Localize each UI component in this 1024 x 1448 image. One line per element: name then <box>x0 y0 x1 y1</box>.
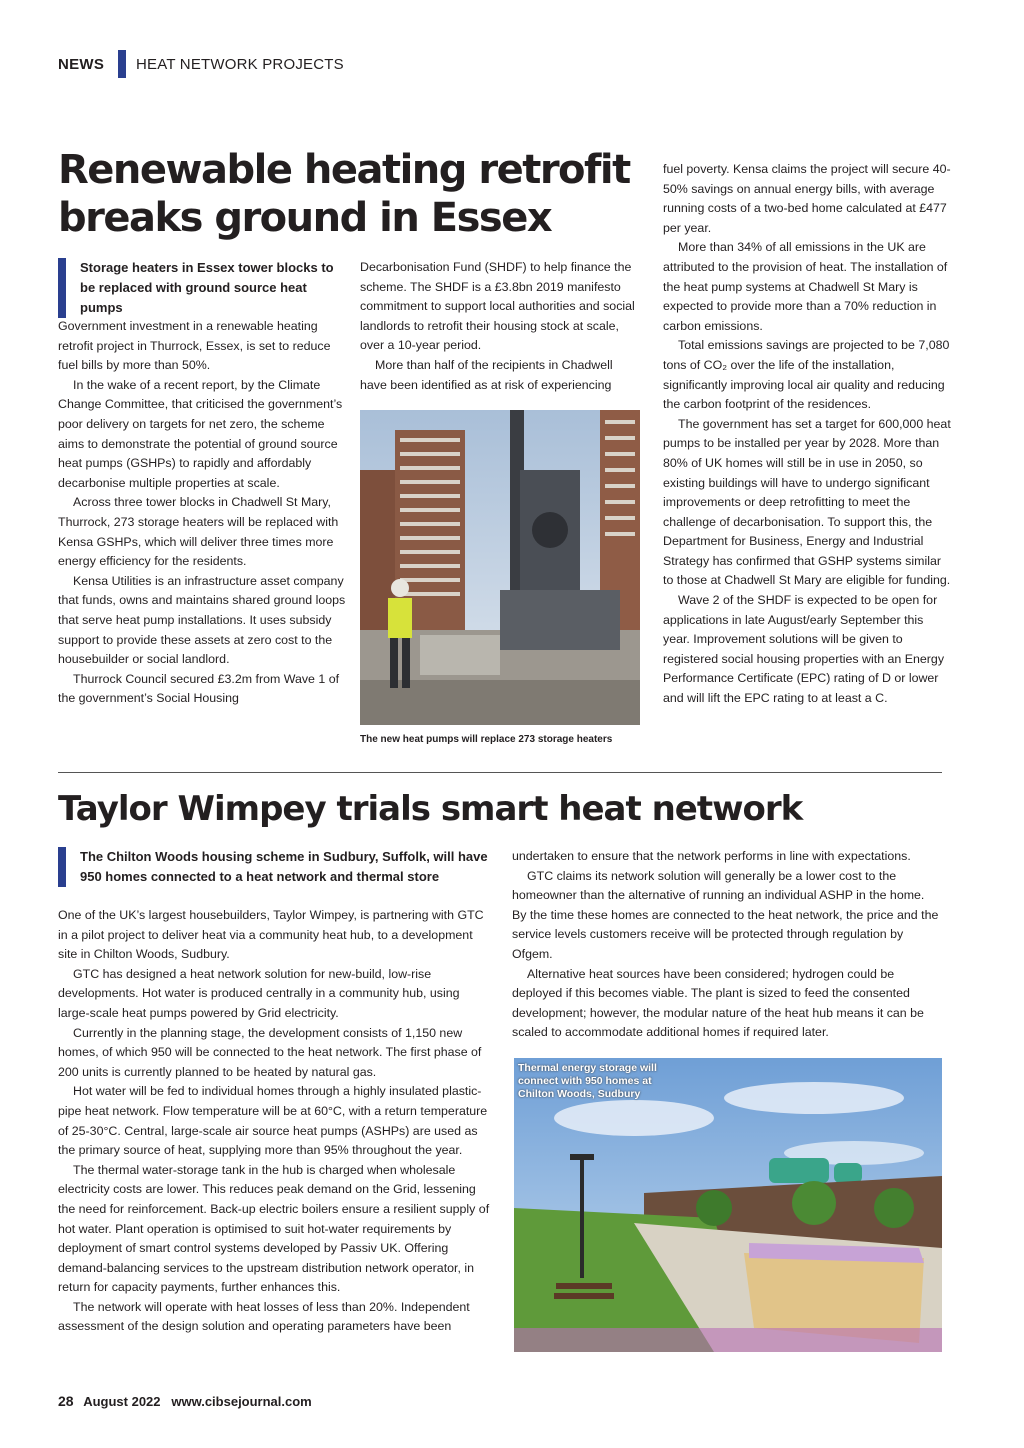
paragraph: Alternative heat sources have been considered; hydrogen could be deployed if this becomes viable. The plant is sized to feed the consented development; however, the modular nature of the heat hub means it can be scaled to accommodate additional homes if required later. <box>512 966 924 1040</box>
paragraph: Thurrock Council secured £3.2m from Wave 1 of the government’s Social Housing <box>58 671 340 706</box>
paragraph: Hot water will be fed to individual homes through a highly insulated plastic-pipe heat network. Flow temperature will be at 60°C, with a return temperature of 25-30°C. Central, large-scale air source heat pumps (ASHPs) are used as the primary source of heat, supplying more than 95% throughout the year. <box>58 1084 488 1158</box>
photo2-caption: Thermal energy storage will connect with 950 homes at Chilton Woods, Sudbury <box>518 1062 657 1100</box>
article1-headline: Renewable heating retrofit breaks ground in Essex <box>58 147 630 241</box>
section-label: NEWS <box>58 56 105 73</box>
tower-blocks-illustration <box>360 410 640 725</box>
paragraph: Government investment in a renewable heating retrofit project in Thurrock, Essex, is set to reduce fuel bills by more than 50%. <box>58 319 331 373</box>
section-divider <box>118 50 126 78</box>
article2-standfirst: The Chilton Woods housing scheme in Sudbury, Suffolk, will have 950 homes connected to a heat network and thermal store <box>58 847 488 887</box>
article1-standfirst: Storage heaters in Essex tower blocks to be replaced with ground source heat pumps <box>58 258 348 318</box>
page-footer <box>58 1393 312 1409</box>
article2-column-1 <box>58 906 490 1337</box>
paragraph: Kensa Utilities is an infrastructure asset company that funds, owns and maintains shared ground loops that serve heat pump installations. It uses subsidy support to provide these assets at zero cost to the housebuilder or social landlord. <box>58 573 346 667</box>
paragraph: One of the UK’s largest housebuilders, Taylor Wimpey, is partnering with GTC in a pilot project to deliver heat via a community heat hub, to a development site in Chilton Woods, Sudbury. <box>58 908 484 962</box>
paragraph: The thermal water-storage tank in the hub is charged when wholesale electricity costs are lower. This reduces peak demand on the Grid, lessening the need for reinforcement. Back-up electric boilers ensure a resilient supply of hot water. Plant operation is optimised to suit hot-water requirements by deployment of smart control systems developed by Passiv UK. Offering demand-balancing services to the upstream distribution network operator, in return for capacity payments, further enhances this. <box>58 1162 490 1295</box>
paragraph: In the wake of a recent report, by the Climate Change Committee, that criticised the government’s poor delivery on targets for net zero, the scheme aims to demonstrate the potential of ground source heat pumps (GSHPs) to rapidly and affordably decarbonise multiple properties at scale. <box>58 377 343 490</box>
landscape-illustration <box>514 1058 942 1352</box>
paragraph: More than 34% of all emissions in the UK are attributed to the provision of heat. The installation of the heat pump systems at Chadwell St Mary is expected to provide more than a 70% reduction in carbon emissions. <box>663 240 948 333</box>
paragraph: More than half of the recipients in Chadwell have been identified as at risk of experiencing <box>360 357 613 392</box>
article2-headline: Taylor Wimpey trials smart heat network <box>58 789 803 829</box>
subsection-label: HEAT NETWORK PROJECTS <box>136 56 344 73</box>
paragraph: Decarbonisation Fund (SHDF) to help finance the scheme. The SHDF is a £3.8bn 2019 manifesto commitment to support local authorities and social landlords to retrofit their housing stock at scale, over a 10-year period. <box>360 260 635 353</box>
paragraph: Currently in the planning stage, the development consists of 1,150 new homes, of which 950 will be connected to the heat network. The first phase of 200 units is currently planned to be heated by natural gas. <box>58 1025 482 1079</box>
article2-column-2 <box>512 847 942 1043</box>
article1-column-2 <box>360 258 640 395</box>
heat-hub-rendering <box>514 1058 942 1352</box>
paragraph: Total emissions savings are projected to be 7,080 tons of CO₂ over the life of the installation, significantly improving local air quality and reducing the carbon footprint of the residences. <box>663 338 950 412</box>
paragraph: GTC has designed a heat network solution for new-build, low-rise developments. Hot water is produced centrally in a community hub, using large-scale heat pumps powered by Grid electricity. <box>58 966 460 1020</box>
article-divider <box>58 772 942 773</box>
article1-column-1 <box>58 317 348 709</box>
journal-url[interactable]: www.cibsejournal.com <box>171 1394 312 1409</box>
photo1-caption: The new heat pumps will replace 273 storage heaters <box>360 734 613 745</box>
paragraph: Wave 2 of the SHDF is expected to be open for applications in late August/early September this year. Improvement solutions will be given to registered social housing properties with an Energy Performance Certificate (EPC) rating of D or lower and will lift the EPC rating to at least a C. <box>663 593 945 706</box>
page-number: 28 <box>58 1393 74 1409</box>
paragraph: Across three tower blocks in Chadwell St Mary, Thurrock, 273 storage heaters will be replaced with Kensa GSHPs, which will deliver three times more energy efficiency for the residents. <box>58 495 339 569</box>
paragraph: undertaken to ensure that the network performs in line with expectations. <box>512 849 911 863</box>
paragraph: The network will operate with heat losses of less than 20%. Independent assessment of the design solution and operating parameters have been <box>58 1299 470 1334</box>
paragraph: GTC claims its network solution will generally be a lower cost to the homeowner than the alternative of running an individual ASHP in the home. By the time these homes are connected to the heat network, the price and the service levels customers receive will be protected through regulation by Ofgem. <box>512 868 939 961</box>
issue-date: August 2022 <box>83 1394 161 1409</box>
paragraph: fuel poverty. Kensa claims the project will secure 40-50% savings on annual energy bills, with average running costs of a two-bed home calculated at £477 per year. <box>663 162 951 235</box>
article1-column-3 <box>663 160 953 709</box>
paragraph: The government has set a target for 600,000 heat pumps to be installed per year by 2028. More than 80% of UK homes will still be in use in 2050, so existing buildings will have to undergo significant improvements or deep retrofitting to meet the challenge of decarbonisation. To support this, the Department for Business, Energy and Industrial Strategy has confirmed that GSHP systems similar to those at Chadwell St Mary are eligible for funding. <box>663 416 951 588</box>
tower-blocks-photo <box>360 410 640 725</box>
